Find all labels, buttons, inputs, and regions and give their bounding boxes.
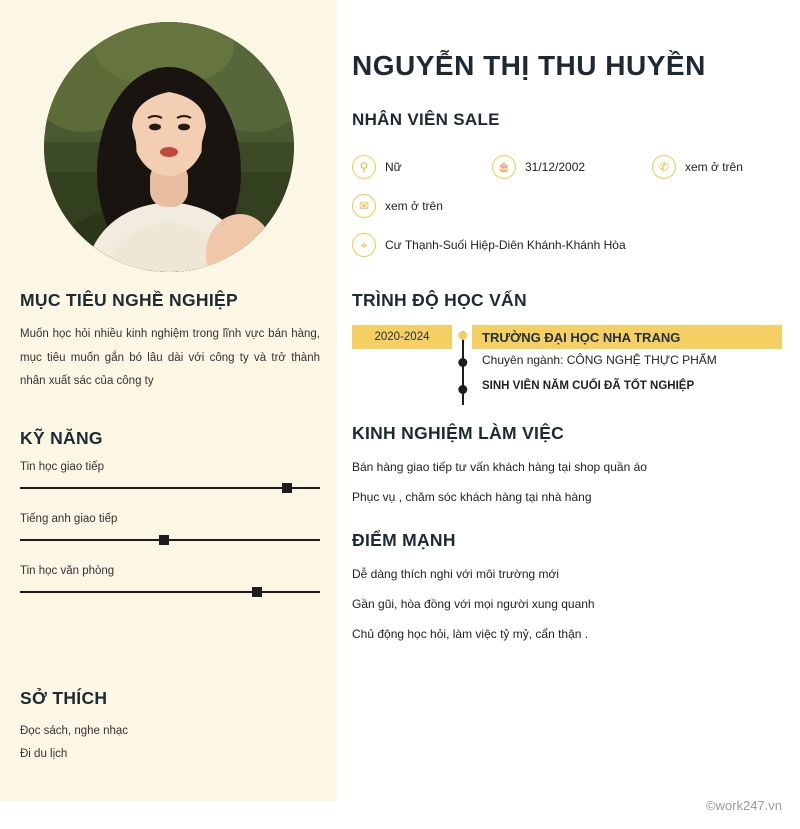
experience-item: Bán hàng giao tiếp tư vấn khách hàng tại shop quần áo	[352, 460, 647, 474]
contact-phone	[652, 155, 743, 179]
strengths-section	[352, 530, 782, 641]
strength-item: Gần gũi, hòa đồng với mọi người xung quanh	[352, 597, 595, 611]
hobby-item: Đi du lịch	[20, 748, 68, 760]
sidebar	[0, 0, 337, 801]
contact-row	[352, 194, 792, 218]
experience-item: Phục vụ , chăm sóc khách hàng tại nhà hàng	[352, 490, 592, 504]
skill-bar	[20, 539, 320, 541]
skill-bar-handle[interactable]	[159, 535, 169, 545]
education-title: TRÌNH ĐỘ HỌC VẤN	[352, 290, 527, 310]
contact-value: xem ở trên	[685, 160, 743, 174]
contact-value: xem ở trên	[385, 199, 443, 213]
skills-section	[20, 428, 320, 611]
hobbies-title: SỞ THÍCH	[20, 688, 108, 708]
timeline-bullet	[458, 331, 467, 340]
skill-label: Tiếng anh giao tiếp	[20, 513, 118, 525]
education-section	[352, 290, 782, 407]
contact-email	[352, 194, 443, 218]
objective-body: Muốn học hỏi nhiều kinh nghiệm trong lĩnh vực bán hàng, mục tiêu muốn gắn bó lâu dài với công ty và trở thành nhân xuất sác của công ty	[20, 328, 320, 388]
birthday-cake-icon: 🎂	[492, 155, 516, 179]
watermark: ©work247.vn	[705, 798, 782, 813]
skills-title: KỸ NĂNG	[20, 428, 103, 448]
education-school: TRƯỜNG ĐẠI HỌC NHA TRANG	[472, 325, 782, 349]
job-title: NHÂN VIÊN SALE	[352, 110, 500, 129]
skill-bar	[20, 591, 320, 593]
email-icon: ✉	[352, 194, 376, 218]
strength-item: Dễ dàng thích nghi với môi trường mới	[352, 567, 560, 581]
strength-item: Chủ động học hỏi, làm việc tỷ mỷ, cẩn thận .	[352, 627, 589, 641]
hobbies-section	[20, 688, 320, 771]
contact-row	[352, 155, 792, 179]
experience-title: KINH NGHIỆM LÀM VIỆC	[352, 423, 565, 443]
strengths-title: ĐIỂM MẠNH	[352, 530, 456, 550]
avatar-image	[44, 22, 294, 272]
contact-info	[352, 155, 792, 272]
timeline-bullet	[458, 385, 467, 394]
experience-section	[352, 423, 782, 504]
skill-bar-handle[interactable]	[282, 483, 292, 493]
candidate-name: NGUYỄN THỊ THU HUYỀN	[352, 50, 706, 81]
avatar	[44, 22, 294, 272]
contact-value: Cư Thạnh-Suối Hiệp-Diên Khánh-Khánh Hòa	[385, 238, 626, 252]
skill-label: Tin học văn phòng	[20, 565, 115, 577]
location-icon: ⌖	[352, 233, 376, 257]
skill-item	[20, 461, 320, 489]
skill-item	[20, 513, 320, 541]
education-entry	[352, 325, 782, 407]
contact-birthday	[492, 155, 652, 179]
education-date: 2020-2024	[352, 325, 452, 349]
phone-icon: ✆	[652, 155, 676, 179]
timeline-bullet	[458, 358, 467, 367]
objective-section	[20, 290, 320, 394]
skill-item	[20, 565, 320, 593]
contact-row	[352, 233, 792, 257]
contact-address	[352, 233, 626, 257]
hobby-item: Đọc sách, nghe nhạc	[20, 725, 129, 737]
contact-value: Nữ	[385, 160, 402, 174]
main-content	[337, 0, 800, 801]
skill-bar	[20, 487, 320, 489]
education-major: Chuyên ngành: CÔNG NGHỆ THỰC PHẨM	[482, 353, 717, 367]
contact-value: 31/12/2002	[525, 160, 586, 174]
skill-bar-handle[interactable]	[252, 587, 262, 597]
education-status: SINH VIÊN NĂM CUỐI ĐÃ TỐT NGHIỆP	[482, 380, 695, 392]
skill-label: Tin học giao tiếp	[20, 461, 104, 473]
gender-icon: ⚲	[352, 155, 376, 179]
objective-title: MỤC TIÊU NGHỀ NGHIỆP	[20, 290, 238, 310]
contact-gender	[352, 155, 492, 179]
